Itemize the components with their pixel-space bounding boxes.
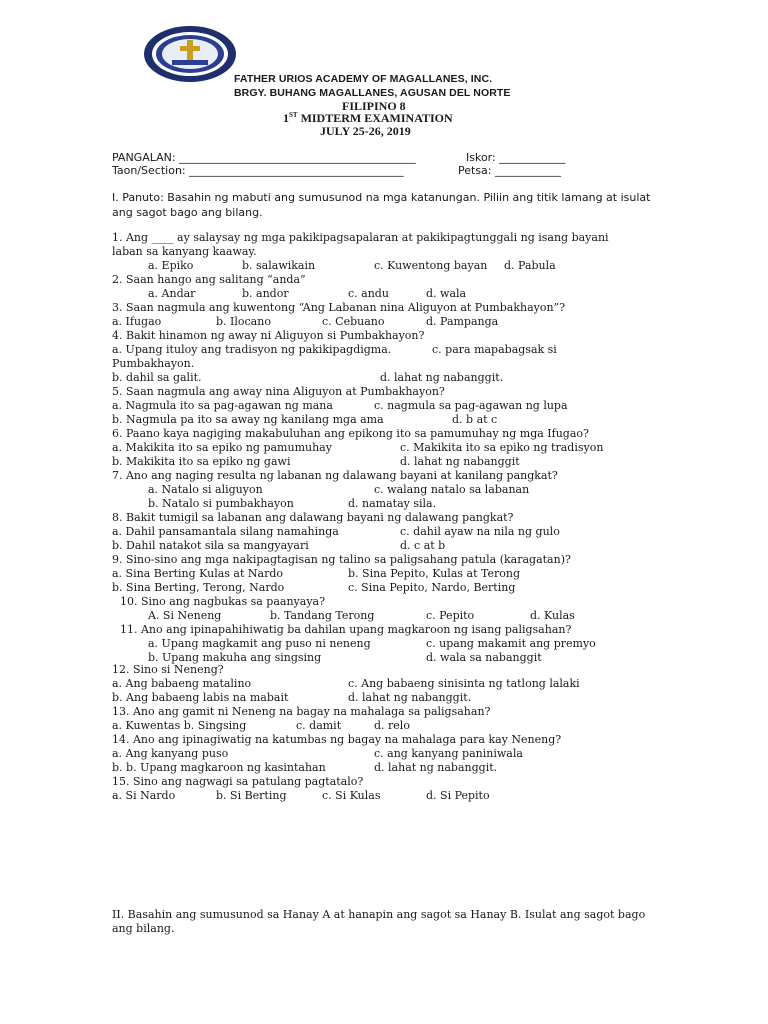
q3-option-a: a. Ifugao — [112, 315, 162, 328]
school-seal-logo — [142, 24, 238, 84]
school-address: BRGY. BUHANG MAGALLANES, AGUSAN DEL NORTE — [234, 87, 511, 99]
q8-option-a: a. Dahil pansamantala silang namahinga — [112, 525, 339, 538]
q8-option-d: d. c at b — [400, 539, 446, 552]
q4-option-b: b. dahil sa galit. — [112, 371, 202, 384]
q8-option-c: c. dahil ayaw na nila ng gulo — [400, 525, 560, 538]
question-2: 2. Saan hango ang salitang “anda” — [112, 273, 306, 286]
q5-option-a: a. Nagmula ito sa pag-agawan ng mana — [112, 399, 333, 412]
q2-option-a: a. Andar — [148, 287, 196, 300]
subject-title: FILIPINO 8 — [342, 99, 406, 113]
q6-option-c: c. Makikita ito sa epiko ng tradisyon — [400, 441, 604, 454]
q3-option-d: d. Pampanga — [426, 315, 499, 328]
q13-option-d: d. relo — [374, 719, 410, 732]
q11-option-a: a. Upang magkamit ang puso ni neneng — [148, 637, 371, 650]
question-15: 15. Sino ang nagwagi sa patulang pagtatalo? — [112, 775, 364, 788]
q14-option-d: d. lahat ng nabanggit. — [374, 761, 498, 774]
q10-option-b: b. Tandang Terong — [270, 609, 375, 622]
question-14: 14. Ano ang ipinagiwatig na katumbas ng bagay na mahalaga para kay Neneng? — [112, 733, 562, 746]
q12-option-a: a. Ang babaeng matalino — [112, 677, 252, 690]
q15-option-d: d. Si Pepito — [426, 789, 490, 802]
q11-option-b: b. Upang makuha ang singsing — [148, 651, 322, 664]
score-field[interactable]: Iskor: ____________ — [466, 151, 566, 164]
q7-option-d: d. namatay sila. — [348, 497, 437, 510]
question-10: 10. Sino ang nagbukas sa paanyaya? — [120, 595, 325, 608]
question-3: 3. Saan nagmula ang kuwentong “Ang Labanan nina Aliguyon at Pumbakhayon”? — [112, 301, 566, 314]
q12-option-d: d. lahat ng nabanggit. — [348, 691, 472, 704]
q2-option-c: c. andu — [348, 287, 389, 300]
exam-title-text: MIDTERM EXAMINATION — [297, 111, 453, 125]
q5-option-c: c. nagmula sa pag-agawan ng lupa — [374, 399, 568, 412]
question-9: 9. Sino-sino ang mga nakipagtagisan ng talino sa paligsahang patula (karagatan)? — [112, 553, 571, 566]
q7-option-b: b. Natalo si pumbakhayon — [148, 497, 294, 510]
q10-option-c: c. Pepito — [426, 609, 475, 622]
exam-ordinal: 1 — [283, 111, 289, 125]
question-13: 13. Ano ang gamit ni Neneng na bagay na mahalaga sa paligsahan? — [112, 705, 491, 718]
q6-option-a: a. Makikita ito sa epiko ng pamumuhay — [112, 441, 332, 454]
q5-option-b: b. Nagmula pa ito sa away ng kanilang mga ama — [112, 413, 384, 426]
q11-option-d: d. wala sa nabanggit — [426, 651, 542, 664]
q12-option-c: c. Ang babaeng sinisinta ng tatlong lalaki — [348, 677, 580, 690]
q5-option-d: d. b at c — [452, 413, 498, 426]
q10-option-d: d. Kulas — [530, 609, 575, 622]
q15-option-b: b. Si Berting — [216, 789, 287, 802]
q4-option-c-cont: Pumbakhayon. — [112, 357, 195, 370]
question-11: 11. Ano ang ipinapahihiwatig ba dahilan upang magkaroon ng isang paligsahan? — [120, 623, 572, 636]
q1-option-a: a. Epiko — [148, 259, 194, 272]
q2-option-d: d. wala — [426, 287, 467, 300]
q4-option-c: c. para mapabagsak si — [432, 343, 557, 356]
q15-option-a: a. Si Nardo — [112, 789, 176, 802]
q2-option-b: b. andor — [242, 287, 289, 300]
date-field[interactable]: Petsa: ____________ — [458, 164, 561, 177]
q15-option-c: c. Si Kulas — [322, 789, 381, 802]
q8-option-b: b. Dahil natakot sila sa mangyayari — [112, 539, 309, 552]
q9-option-b2: b. Sina Berting, Terong, Nardo — [112, 581, 285, 594]
q1-option-c: c. Kuwentong bayan — [374, 259, 488, 272]
part1-instruction: I. Panuto: Basahin ng mabuti ang sumusunod na mga katanungan. Piliin ang titik lamang at isulat ang sagot bago ang bilang. — [112, 191, 651, 219]
name-field[interactable]: PANGALAN: ___________________________________________ — [112, 151, 416, 164]
q13-option-c: c. damit — [296, 719, 342, 732]
q6-option-b: b. Makikita ito sa epiko ng gawi — [112, 455, 291, 468]
q9-option-b: b. Sina Pepito, Kulas at Terong — [348, 567, 520, 580]
exam-ordinal-suffix: ST — [289, 111, 298, 119]
q7-option-c: c. walang natalo sa labanan — [374, 483, 530, 496]
q14-option-a: a. Ang kanyang puso — [112, 747, 229, 760]
q7-option-a: a. Natalo si aliguyon — [148, 483, 263, 496]
question-4: 4. Bakit hinamon ng away ni Aliguyon si Pumbakhayon? — [112, 329, 425, 342]
question-6: 6. Paano kaya nagiging makabuluhan ang epikong ito sa pamumuhay ng mga Ifugao? — [112, 427, 589, 440]
q3-option-c: c. Cebuano — [322, 315, 385, 328]
q13-option-ab: a. Kuwentas b. Singsing — [112, 719, 247, 732]
question-8: 8. Bakit tumigil sa labanan ang dalawang bayani ng dalawang pangkat? — [112, 511, 514, 524]
question-1: 1. Ang ____ ay salaysay ng mga pakikipagsapalaran at pakikipagtunggali ng isang bayani laban sa kanyang kaaway. — [112, 231, 609, 258]
q4-option-d: d. lahat ng nabanggit. — [380, 371, 504, 384]
q11-option-c: c. upang makamit ang premyo — [426, 637, 596, 650]
q10-option-a: A. Si Neneng — [148, 609, 222, 622]
part2-instruction: II. Basahin ang sumusunod sa Hanay A at hanapin ang sagot sa Hanay B. Isulat ang sagot bago ang bilang. — [112, 908, 646, 935]
question-7: 7. Ano ang naging resulta ng labanan ng dalawang bayani at kanilang pangkat? — [112, 469, 558, 482]
q4-option-a: a. Upang ituloy ang tradisyon ng pakikipagdigma. — [112, 343, 392, 356]
exam-date: JULY 25-26, 2019 — [320, 124, 411, 138]
q14-option-b: b. b. Upang magkaroon ng kasintahan — [112, 761, 326, 774]
q6-option-d: d. lahat ng nabanggit — [400, 455, 520, 468]
q3-option-b: b. Ilocano — [216, 315, 271, 328]
q9-option-a: a. Sina Berting Kulas at Nardo — [112, 567, 284, 580]
question-12: 12. Sino si Neneng? — [112, 663, 224, 676]
section-field[interactable]: Taon/Section: _______________________________________ — [112, 164, 404, 177]
q1-option-b: b. salawikain — [242, 259, 316, 272]
school-name: FATHER URIOS ACADEMY OF MAGALLANES, INC. — [234, 73, 493, 85]
q1-option-d: d. Pabula — [504, 259, 556, 272]
q14-option-c: c. ang kanyang paniniwala — [374, 747, 523, 760]
question-5: 5. Saan nagmula ang away nina Aliguyon at Pumbakhayon? — [112, 385, 445, 398]
q9-option-c: c. Sina Pepito, Nardo, Berting — [348, 581, 516, 594]
q12-option-b: b. Ang babaeng labis na mabait — [112, 691, 289, 704]
